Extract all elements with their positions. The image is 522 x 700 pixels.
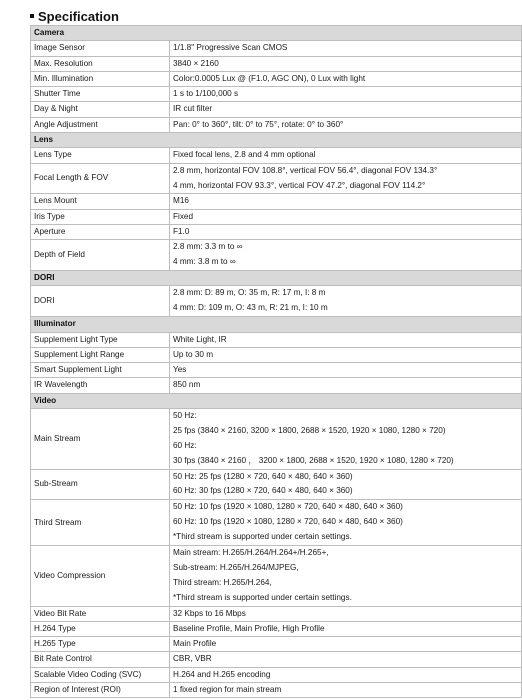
section-header [31, 317, 522, 332]
table-row [31, 667, 522, 682]
row-label: Scalable Video Coding (SVC) [31, 667, 170, 682]
table-row [31, 87, 522, 102]
table-row [31, 637, 522, 652]
row-value [170, 240, 522, 271]
value-line: 25 fps (3840 × 2160, 3200 × 1800, 2688 × 1520, 1920 × 1080, 1280 × 720) [173, 425, 446, 435]
value-line: 4 mm: 3.8 m to ∞ [173, 257, 236, 267]
row-value: 32 Kbps to 16 Mbps [170, 606, 522, 621]
section-header [31, 393, 522, 408]
row-value: 850 nm [170, 378, 522, 393]
table-row [31, 209, 522, 224]
value-line: 60 Hz: [173, 440, 197, 450]
row-value [170, 163, 522, 194]
table-row [31, 469, 522, 500]
table-row [31, 347, 522, 362]
row-value: Fixed [170, 209, 522, 224]
value-line: 2.8 mm: D: 89 m, O: 35 m, R: 17 m, I: 8 m [173, 288, 326, 298]
table-row [31, 240, 522, 271]
row-value: 3840 × 2160 [170, 56, 522, 71]
row-value [170, 500, 522, 546]
section-title: Video [31, 393, 522, 408]
value-line: 2.8 mm, horizontal FOV 108.8°, vertical FOV 56.4°, diagonal FOV 134.3° [173, 165, 438, 175]
row-value: Yes [170, 363, 522, 378]
section-title: DORI [31, 271, 522, 286]
row-label: Max. Resolution [31, 56, 170, 71]
table-row [31, 378, 522, 393]
row-label: Sub-Stream [31, 469, 170, 500]
table-row [31, 546, 522, 607]
table-row [31, 148, 522, 163]
row-value [170, 286, 522, 317]
value-line: 4 mm: D: 109 m, O: 43 m, R: 21 m, I: 10 m [173, 303, 328, 313]
row-value: F1.0 [170, 225, 522, 240]
row-label: IR Wavelength [31, 378, 170, 393]
row-value: H.264 and H.265 encoding [170, 667, 522, 682]
table-row [31, 286, 522, 317]
row-value [170, 408, 522, 469]
row-value: 1 s to 1/100,000 s [170, 87, 522, 102]
row-label: Supplement Light Type [31, 332, 170, 347]
table-row [31, 41, 522, 56]
value-line: 50 Hz: [173, 410, 197, 420]
section-header [31, 26, 522, 41]
table-row [31, 408, 522, 469]
row-value: Baseline Profile, Main Profile, High Profile [170, 621, 522, 636]
row-label: Smart Supplement Light [31, 363, 170, 378]
table-row [31, 683, 522, 698]
row-label: Video Bit Rate [31, 606, 170, 621]
table-row [31, 56, 522, 71]
table-row [31, 194, 522, 209]
value-line: 30 fps (3840 × 2160 ， 3200 × 1800, 2688 × 1520, 1920 × 1080, 1280 × 720) [173, 455, 454, 465]
spec-title [30, 6, 119, 26]
bullet-icon [30, 14, 34, 18]
table-row [31, 163, 522, 194]
row-label: Min. Illumination [31, 71, 170, 86]
row-label: DORI [31, 286, 170, 317]
row-value: Fixed focal lens, 2.8 and 4 mm optional [170, 148, 522, 163]
table-row [31, 71, 522, 86]
row-value: Pan: 0° to 360°, tilt: 0° to 75°, rotate: 0° to 360° [170, 117, 522, 132]
row-label: Lens Mount [31, 194, 170, 209]
spec-table [30, 25, 522, 698]
table-row [31, 606, 522, 621]
section-title: Illuminator [31, 317, 522, 332]
row-label: H.264 Type [31, 621, 170, 636]
row-value [170, 469, 522, 500]
value-line: 2.8 mm: 3.3 m to ∞ [173, 242, 243, 252]
section-header [31, 271, 522, 286]
row-label: Iris Type [31, 209, 170, 224]
spec-table-body [31, 26, 522, 698]
row-label: Third Stream [31, 500, 170, 546]
row-value: CBR, VBR [170, 652, 522, 667]
row-label: Supplement Light Range [31, 347, 170, 362]
spec-title-text: Specification [38, 8, 119, 24]
section-title: Camera [31, 26, 522, 41]
row-label: Aperture [31, 225, 170, 240]
row-label: Video Compression [31, 546, 170, 607]
table-row [31, 621, 522, 636]
row-label: Depth of Field [31, 240, 170, 271]
value-line: 60 Hz: 10 fps (1920 × 1080, 1280 × 720, 640 × 480, 640 × 360) [173, 517, 403, 527]
table-row [31, 102, 522, 117]
value-line: 50 Hz: 25 fps (1280 × 720, 640 × 480, 640 × 360) [173, 471, 353, 481]
table-row [31, 332, 522, 347]
table-row [31, 500, 522, 546]
row-label: Angle Adjustment [31, 117, 170, 132]
row-label: Bit Rate Control [31, 652, 170, 667]
value-line: 60 Hz: 30 fps (1280 × 720, 640 × 480, 640 × 360) [173, 486, 353, 496]
row-label: Shutter Time [31, 87, 170, 102]
value-line: Sub-stream: H.265/H.264/MJPEG, [173, 562, 299, 572]
value-line: Third stream: H.265/H.264, [173, 577, 272, 587]
row-value: White Light, IR [170, 332, 522, 347]
value-line: 4 mm, horizontal FOV 93.3°, vertical FOV 47.2°, diagonal FOV 114.2° [173, 180, 426, 190]
value-line: 50 Hz: 10 fps (1920 × 1080, 1280 × 720, 640 × 480, 640 × 360) [173, 502, 403, 512]
row-label: Main Stream [31, 408, 170, 469]
table-row [31, 363, 522, 378]
row-value: Up to 30 m [170, 347, 522, 362]
row-value: 1/1.8" Progressive Scan CMOS [170, 41, 522, 56]
row-value [170, 546, 522, 607]
row-label: Day & Night [31, 102, 170, 117]
value-line: *Third stream is supported under certain settings. [173, 532, 352, 542]
row-value: Main Profile [170, 637, 522, 652]
row-value: M16 [170, 194, 522, 209]
row-value: Color:0.0005 Lux @ (F1.0, AGC ON), 0 Lux with light [170, 71, 522, 86]
section-header [31, 133, 522, 148]
value-line: *Third stream is supported under certain settings. [173, 592, 352, 602]
row-value: IR cut filter [170, 102, 522, 117]
row-label: Lens Type [31, 148, 170, 163]
row-label: Image Sensor [31, 41, 170, 56]
row-label: H.265 Type [31, 637, 170, 652]
table-row [31, 225, 522, 240]
section-title: Lens [31, 133, 522, 148]
row-value: 1 fixed region for main stream [170, 683, 522, 698]
table-row [31, 652, 522, 667]
row-label: Focal Length & FOV [31, 163, 170, 194]
table-row [31, 117, 522, 132]
value-line: Main stream: H.265/H.264/H.264+/H.265+, [173, 548, 329, 557]
row-label: Region of Interest (ROI) [31, 683, 170, 698]
